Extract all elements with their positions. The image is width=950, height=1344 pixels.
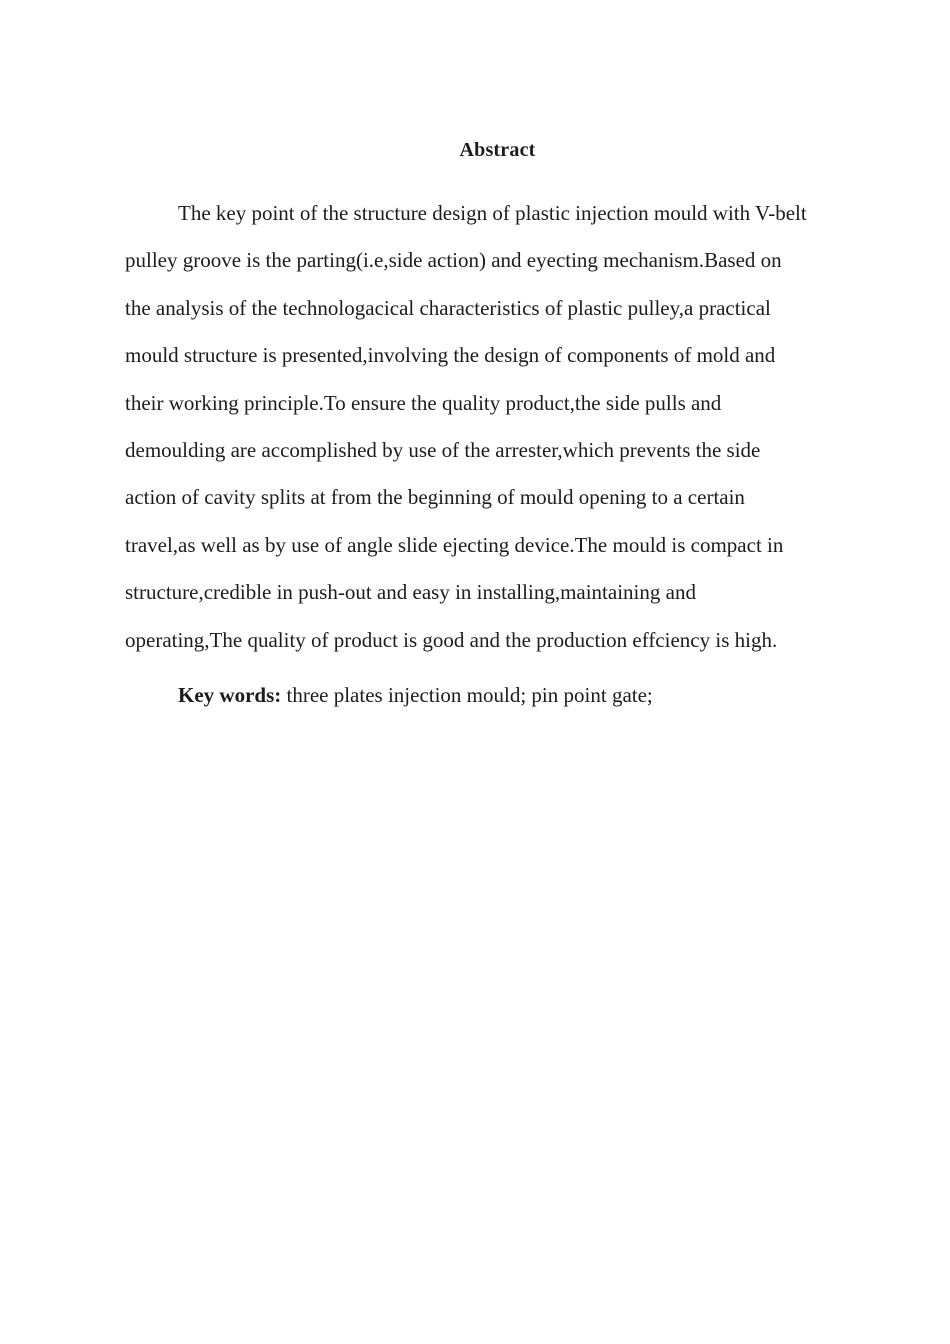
abstract-line: The key point of the structure design of plastic injection mould with V-belt [178,201,807,225]
keywords-label: Key words: [178,683,282,707]
abstract-line: demoulding are accomplished by use of the arrester,which prevents the side [125,437,761,462]
abstract-paragraph [125,190,885,664]
abstract-line: their working principle.To ensure the quality product,the side pulls and [125,390,722,415]
abstract-line: mould structure is presented,involving the design of components of mold and [125,343,776,368]
abstract-line: structure,credible in push-out and easy in installing,maintaining and [125,580,696,605]
abstract-heading: Abstract [459,139,536,161]
abstract-line: pulley groove is the parting(i.e,side action) and eyecting mechanism.Based on [125,248,782,273]
abstract-line: the analysis of the technologacical characteristics of plastic pulley,a practical [125,295,771,320]
abstract-line: action of cavity splits at from the beginning of mould opening to a certain [125,485,745,510]
abstract-line: operating,The quality of product is good and the production effciency is high. [125,627,778,652]
keywords-line [125,672,938,719]
abstract-line: travel,as well as by use of angle slide ejecting device.The mould is compact in [125,532,784,557]
keywords-text: three plates injection mould; pin point gate; [281,683,653,707]
